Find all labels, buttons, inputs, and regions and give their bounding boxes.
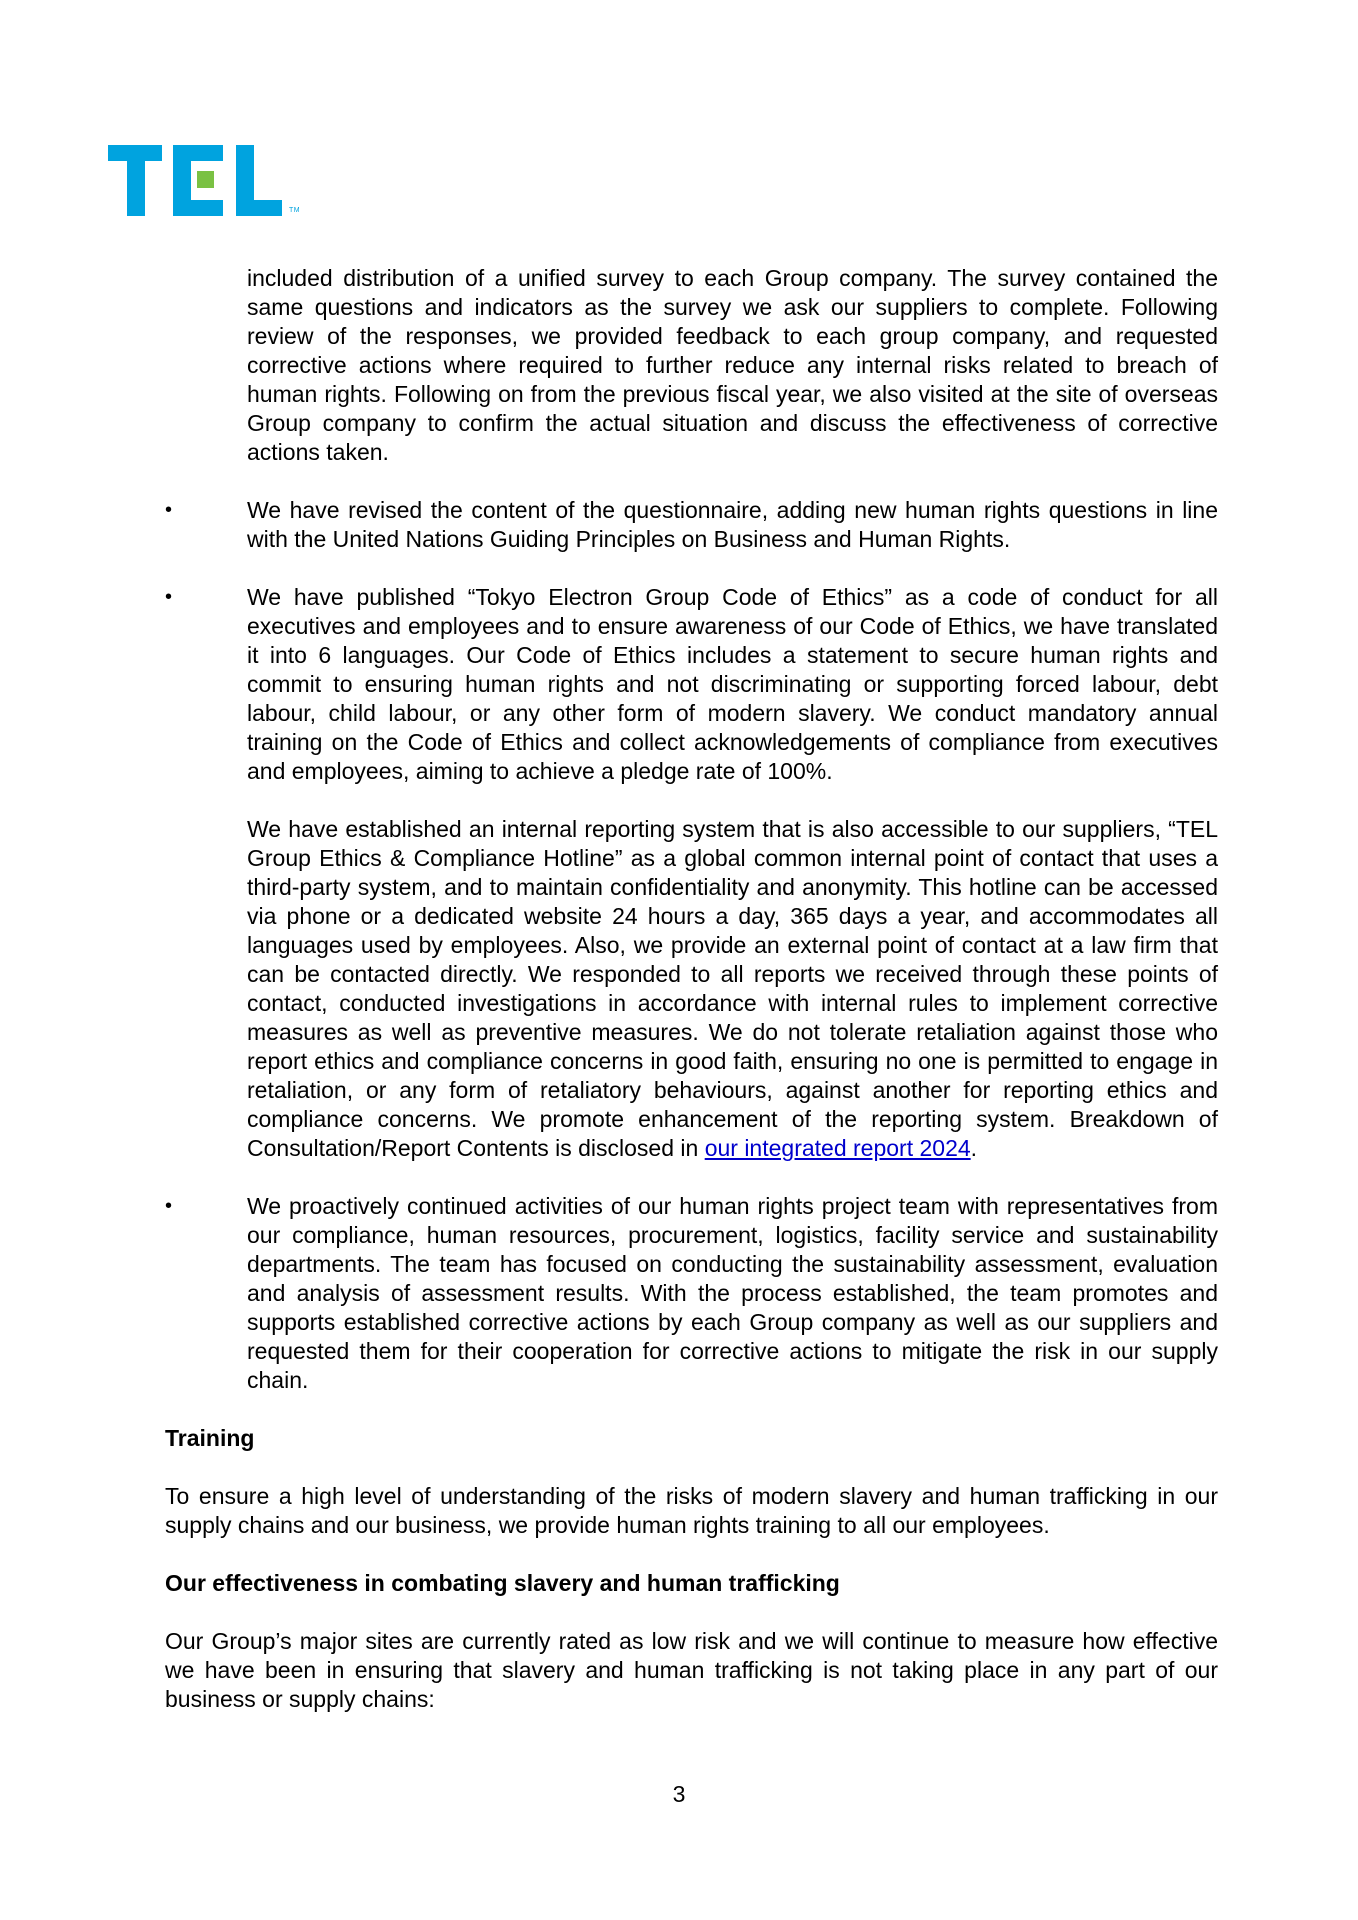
bullet-item-code-of-ethics bbox=[165, 583, 1218, 786]
bullet-icon: • bbox=[165, 586, 173, 608]
logo-letter-e-top bbox=[173, 145, 223, 161]
hotline-text-end: . bbox=[970, 1135, 978, 1161]
document-body bbox=[165, 264, 1218, 1743]
page-number: 3 bbox=[672, 1781, 686, 1807]
logo-trademark: TM bbox=[289, 207, 301, 214]
bullet-text: We proactively continued activities of our human rights project team with representatives from our compliance, human resources, procurement, logistics, facility service and sustainability departments. The team has focused on conducting the sustainability assessment, evaluation and analysis of assessment results. With the process established, the team promotes and supports established corrective actions by each Group company as well as our suppliers and requested them for their cooperation for corrective actions to mitigate the risk in our supply chain. bbox=[247, 1193, 1218, 1393]
logo-letter-e-bottom bbox=[173, 200, 223, 216]
bullet-icon: • bbox=[165, 1195, 173, 1217]
tel-logo bbox=[108, 145, 308, 225]
bullet-icon: • bbox=[165, 499, 173, 521]
bullet-item-project-team bbox=[165, 1192, 1218, 1395]
continuation-paragraph: included distribution of a unified survey to each Group company. The survey contained the same questions and indicators as the survey we ask our suppliers to complete. Following review of the responses, we provided feedback to each group company, and requested corrective actions where required to further reduce any internal risks related to breach of human rights. Following on from the previous fiscal year, we also visited at the site of overseas Group company to confirm the actual situation and discuss the effectiveness of corrective actions taken. bbox=[247, 265, 1218, 465]
integrated-report-link[interactable]: our integrated report 2024 bbox=[704, 1135, 971, 1161]
logo-green-square bbox=[197, 171, 214, 188]
training-paragraph: To ensure a high level of understanding of the risks of modern slavery and human trafficking in our supply chains and our business, we provide human rights training to all our employees. bbox=[165, 1483, 1218, 1538]
hotline-text: We have established an internal reporting system that is also accessible to our suppliers, “TEL Group Ethics & Compliance Hotline” as a global common internal point of contact that uses a third-party system, and to maintain confidentiality and anonymity. This hotline can be accessed via phone or a dedicated website 24 hours a day, 365 days a year, and accommodates all languages used by employees. Also, we provide an external point of contact at a law firm that can be contacted directly. We responded to all reports we received through these points of contact, conducted investigations in accordance with internal rules to implement corrective measures as well as preventive measures. We do not tolerate retaliation against those who report ethics and compliance concerns in good faith, ensuring no one is permitted to engage in retaliation, or any form of retaliatory behaviours, against another for reporting ethics and compliance concerns. We promote enhancement of the reporting system. Breakdown of Consultation/Report Contents is disclosed in bbox=[247, 816, 1218, 1161]
bullet-text: We have published “Tokyo Electron Group Code of Ethics” as a code of conduct for all executives and employees and to ensure awareness of our Code of Ethics, we have translated it into 6 languages. Our Code of Ethics includes a statement to secure human rights and commit to ensuring human rights and not discriminating or supporting forced labour, debt labour, child labour, or any other form of modern slavery. We conduct mandatory annual training on the Code of Ethics and collect acknowledgements of compliance from executives and employees, aiming to achieve a pledge rate of 100%. bbox=[247, 584, 1218, 784]
effectiveness-paragraph: Our Group’s major sites are currently rated as low risk and we will continue to measure how effective we have been in ensuring that slavery and human trafficking is not taking place in any part of our business or supply chains: bbox=[165, 1628, 1218, 1712]
bullet-text: We have revised the content of the questionnaire, adding new human rights questions in line with the United Nations Guiding Principles on Business and Human Rights. bbox=[247, 497, 1218, 552]
logo-letter-t-stem bbox=[127, 145, 145, 216]
hotline-paragraph bbox=[165, 815, 1218, 1163]
logo-letter-l-bottom bbox=[236, 200, 282, 216]
effectiveness-heading: Our effectiveness in combating slavery and human trafficking bbox=[165, 1570, 840, 1596]
bullet-item-questionnaire bbox=[165, 496, 1218, 554]
training-heading: Training bbox=[165, 1425, 255, 1451]
